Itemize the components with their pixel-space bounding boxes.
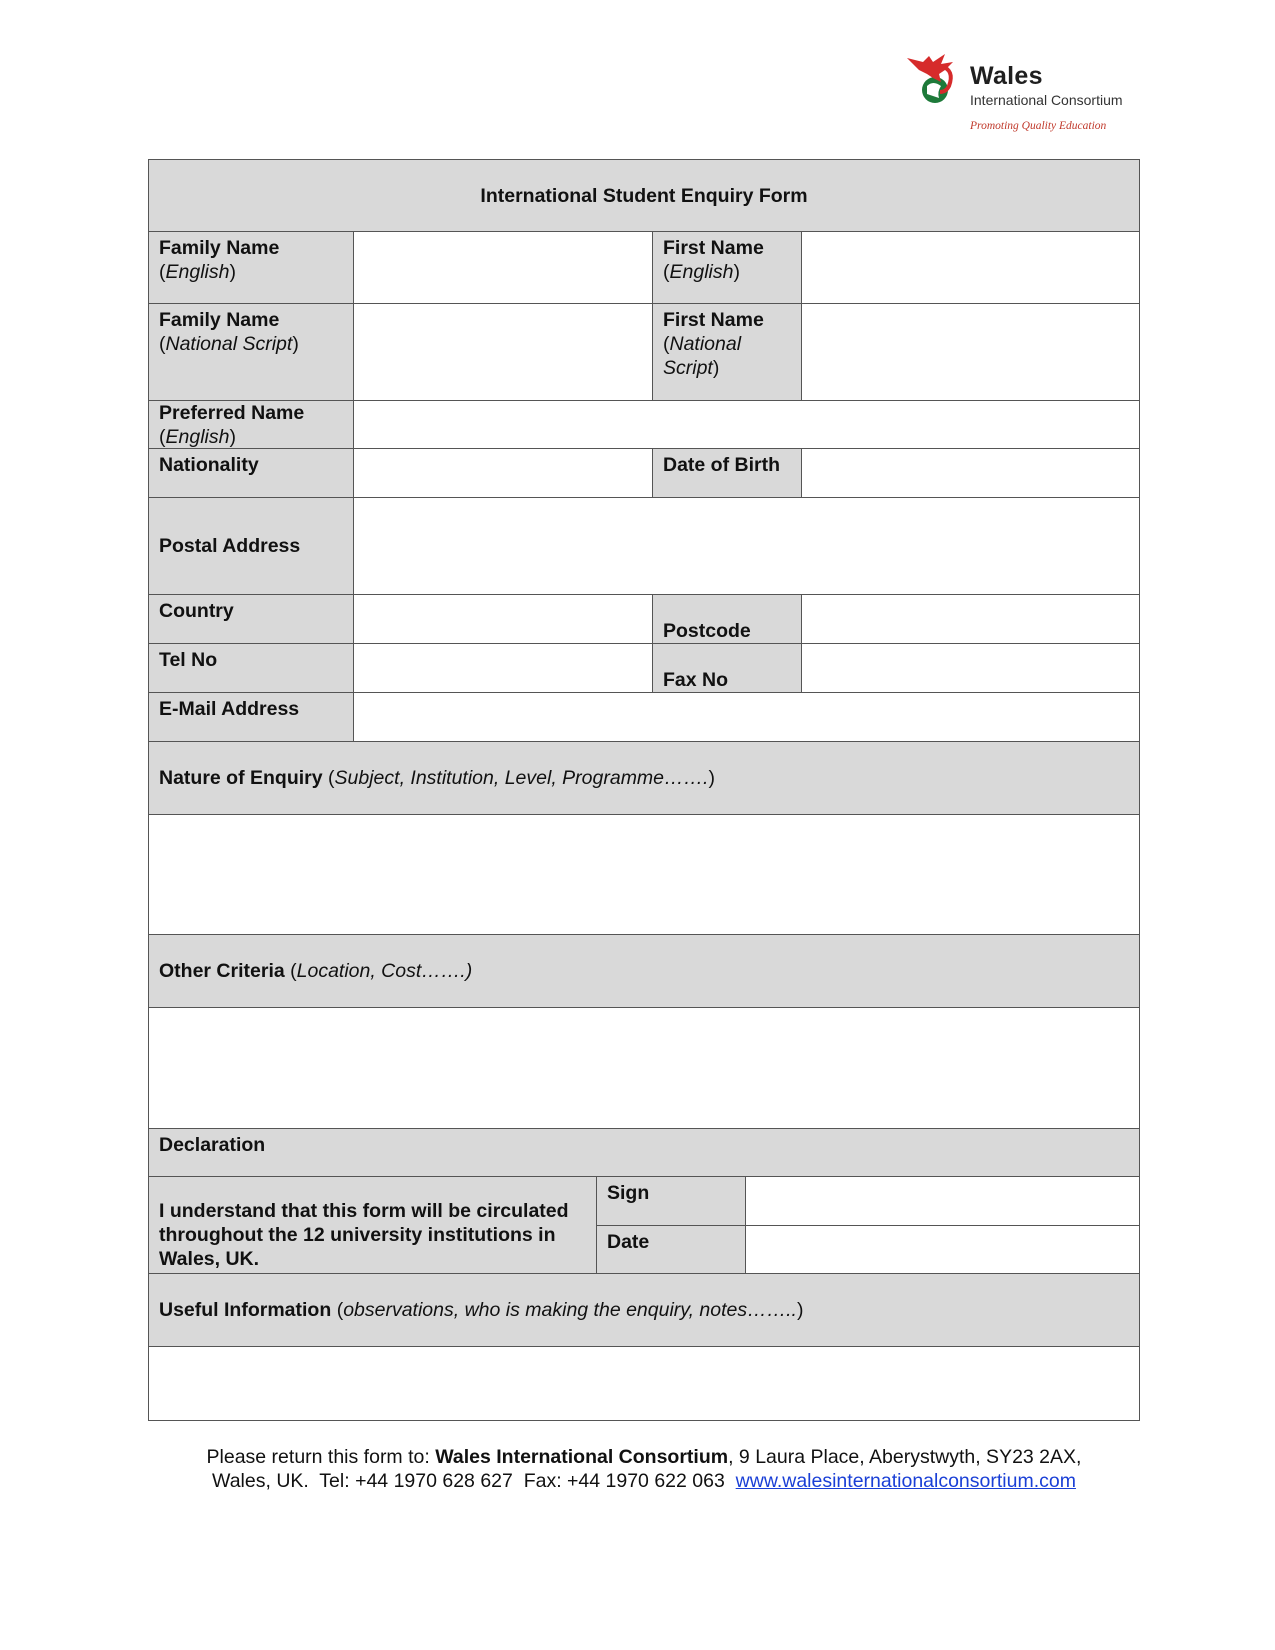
website-link[interactable]: www.walesinternationalconsortium.com [735, 1470, 1076, 1492]
fax-label: Fax No [653, 644, 802, 693]
other-criteria-field[interactable] [149, 1008, 1139, 1129]
first-name-english-label: First Name (English) [653, 232, 802, 304]
tel-label: Tel No [149, 644, 354, 693]
enquiry-form [148, 159, 1140, 1421]
first-name-national-label: First Name (National Script) [653, 304, 802, 401]
postal-address-field[interactable] [354, 498, 1139, 595]
family-name-english-field[interactable] [354, 232, 653, 304]
date-label: Date [597, 1226, 746, 1274]
logo-tagline: Promoting Quality Education [970, 120, 1107, 132]
preferred-name-field[interactable] [354, 401, 1139, 449]
preferred-name-label: Preferred Name (English) [149, 401, 354, 449]
useful-information-field[interactable] [149, 1347, 1139, 1420]
postcode-label: Postcode [653, 595, 802, 644]
logo-subtitle: International Consortium [970, 92, 1123, 108]
postcode-field[interactable] [802, 595, 1139, 644]
family-name-english-label: Family Name (English) [149, 232, 354, 304]
return-address: Please return this form to: Wales International Consortium, 9 Laura Place, Aberystwyth, SY23 2AX, Wales, UK. Tel: +44 1970 628 627 Fax: +44 1970 622 063 www.walesinternationalconsortium.com [206, 1446, 1082, 1492]
fax-field[interactable] [802, 644, 1139, 693]
sign-label: Sign [597, 1177, 746, 1226]
first-name-national-field[interactable] [802, 304, 1139, 401]
useful-information-header: Useful Information (observations, who is making the enquiry, notes……..) [149, 1274, 1139, 1347]
family-name-national-field[interactable] [354, 304, 653, 401]
country-field[interactable] [354, 595, 653, 644]
nature-of-enquiry-field[interactable] [149, 815, 1139, 935]
first-name-english-field[interactable] [802, 232, 1139, 304]
sign-field[interactable] [746, 1177, 1139, 1226]
nature-of-enquiry-header: Nature of Enquiry (Subject, Institution, Level, Programme…….) [149, 742, 1139, 815]
logo-wordmark: Wales [970, 62, 1043, 90]
nationality-field[interactable] [354, 449, 653, 498]
date-of-birth-field[interactable] [802, 449, 1139, 498]
tel-field[interactable] [354, 644, 653, 693]
postal-address-label: Postal Address [149, 498, 354, 595]
country-label: Country [149, 595, 354, 644]
consortium-logo [905, 52, 1135, 134]
email-label: E-Mail Address [149, 693, 354, 742]
nationality-label: Nationality [149, 449, 354, 498]
form-title: International Student Enquiry Form [149, 160, 1139, 232]
date-field[interactable] [746, 1226, 1139, 1274]
declaration-text: I understand that this form will be circulated throughout the 12 university institutions in Wales, UK. [149, 1177, 597, 1274]
dragon-globe-icon [905, 52, 967, 108]
org-name: Wales International Consortium [435, 1446, 729, 1468]
date-of-birth-label: Date of Birth [653, 449, 802, 498]
email-field[interactable] [354, 693, 1139, 742]
family-name-national-label: Family Name (National Script) [149, 304, 354, 401]
other-criteria-header: Other Criteria (Location, Cost…….) [149, 935, 1139, 1008]
declaration-header: Declaration [149, 1129, 1139, 1177]
